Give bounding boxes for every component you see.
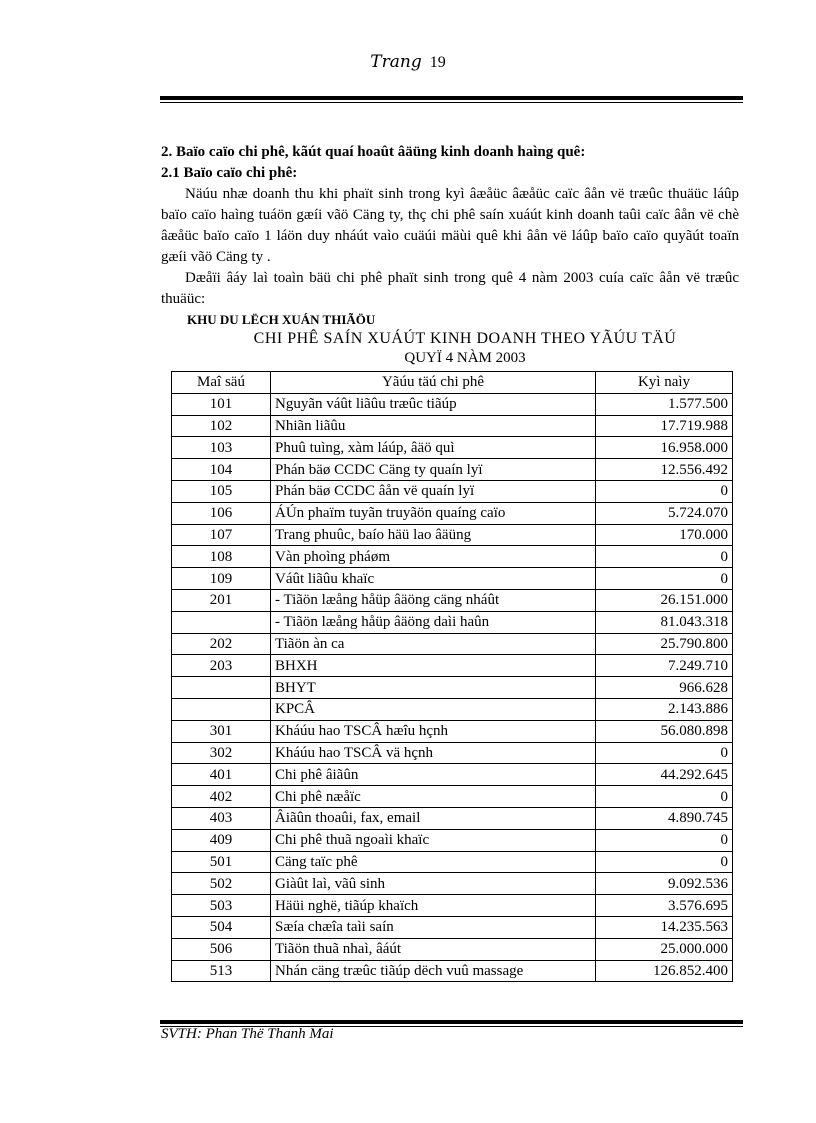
cell-item: Phán bäø CCDC Cäng ty quaín lyï (271, 459, 596, 481)
table-row (172, 960, 733, 982)
cell-code: 104 (172, 459, 271, 481)
cell-amount: 0 (596, 568, 733, 590)
cell-item: BHYT (271, 677, 596, 699)
cell-amount: 966.628 (596, 677, 733, 699)
cell-item: - Tiãön læång håüp âäöng cäng nháût (271, 589, 596, 611)
cell-amount: 0 (596, 546, 733, 568)
header-rule (160, 96, 743, 100)
cell-item: Tiãön àn ca (271, 633, 596, 655)
table-row (172, 742, 733, 764)
table-row (172, 546, 733, 568)
cell-item: Kháúu hao TSCÂ hæîu hçnh (271, 720, 596, 742)
cell-code: 409 (172, 829, 271, 851)
cell-code: 101 (172, 393, 271, 415)
footer-author: SVTH: Phan Thë Thanh Mai (161, 1026, 334, 1042)
cell-code: 502 (172, 873, 271, 895)
table-row (172, 786, 733, 808)
cell-item: KPCÂ (271, 698, 596, 720)
cell-item: ÁÚn phaïm tuyãn truyãön quaíng caïo (271, 502, 596, 524)
cell-amount: 56.080.898 (596, 720, 733, 742)
report-title: CHI PHÊ SAÍN XUÁÚT KINH DOANH THEO YÃÚU TÄÚ (253, 330, 677, 347)
cell-code: 109 (172, 568, 271, 590)
cell-item: Sæía chæîa taìi saín (271, 916, 596, 938)
cell-code: 102 (172, 415, 271, 437)
cell-amount: 5.724.070 (596, 502, 733, 524)
cell-code: 106 (172, 502, 271, 524)
table-row (172, 415, 733, 437)
table-row (172, 611, 733, 633)
cell-amount: 12.556.492 (596, 459, 733, 481)
column-header-amount: Kyì naìy (596, 372, 733, 394)
cell-amount: 0 (596, 851, 733, 873)
cell-code (172, 611, 271, 633)
cell-code: 105 (172, 480, 271, 502)
table-row (172, 459, 733, 481)
table-row (172, 807, 733, 829)
cell-code: 203 (172, 655, 271, 677)
cell-item: Tiãön thuã nhaì, âáút (271, 938, 596, 960)
page-label: Trang (370, 52, 422, 72)
footer-rule (160, 1020, 743, 1024)
cell-amount: 0 (596, 786, 733, 808)
table-row (172, 873, 733, 895)
cell-amount: 25.790.800 (596, 633, 733, 655)
cell-amount: 0 (596, 829, 733, 851)
cell-amount: 4.890.745 (596, 807, 733, 829)
table-row (172, 698, 733, 720)
cell-item: Phuû tuìng, xàm láúp, âäö quì (271, 437, 596, 459)
table-row (172, 568, 733, 590)
cell-amount: 170.000 (596, 524, 733, 546)
table-row (172, 916, 733, 938)
cell-code: 201 (172, 589, 271, 611)
table-row (172, 851, 733, 873)
table-row (172, 677, 733, 699)
cell-item: Häüi nghë, tiãúp khaïch (271, 895, 596, 917)
cell-amount: 7.249.710 (596, 655, 733, 677)
cell-code: 503 (172, 895, 271, 917)
cell-item: - Tiãön læång håüp âäöng daìi haûn (271, 611, 596, 633)
cell-item: Vàn phoìng pháøm (271, 546, 596, 568)
table-row (172, 524, 733, 546)
cell-item: Trang phuûc, baío häü lao âäüng (271, 524, 596, 546)
cell-code: 513 (172, 960, 271, 982)
table-row (172, 895, 733, 917)
cell-item: Kháúu hao TSCÂ vä hçnh (271, 742, 596, 764)
column-header-item: Yãúu täú chi phê (271, 372, 596, 394)
cell-amount: 9.092.536 (596, 873, 733, 895)
paragraph-1: Näúu nhæ doanh thu khi phaït sinh trong kyì âæåüc âæåüc caïc âån vë træûc thuäüc láûp baïo caïo haìng tuáön gæíi vãö Cäng ty, thç chi phê saín xuáút kinh doanh taûi caïc âån vë chè âæåüc baïo caïo 1 láön duy nháút vaìo cuäúi mäùi quê khi âån vë láûp baïo caïo quyãút toaïn gæíi vãö Cäng ty . (161, 186, 739, 265)
cell-amount: 126.852.400 (596, 960, 733, 982)
cell-item: Nhiãn liãûu (271, 415, 596, 437)
column-header-code: Maî säú (172, 372, 271, 394)
cell-item: Âiãûn thoaûi, fax, email (271, 807, 596, 829)
header-rule-thin (160, 102, 743, 103)
section-heading: 2. Baïo caïo chi phê, kãút quaí hoaût âäüng kinh doanh haìng quê: (161, 144, 586, 160)
cell-item: Nguyãn váût liãûu træûc tiãúp (271, 393, 596, 415)
cell-code (172, 677, 271, 699)
cell-amount: 26.151.000 (596, 589, 733, 611)
cell-code: 506 (172, 938, 271, 960)
page-header (0, 52, 816, 72)
cell-code: 107 (172, 524, 271, 546)
cell-amount: 14.235.563 (596, 916, 733, 938)
cell-item: Chi phê âiãûn (271, 764, 596, 786)
cell-code: 108 (172, 546, 271, 568)
cell-code (172, 698, 271, 720)
table-row (172, 655, 733, 677)
cell-code: 504 (172, 916, 271, 938)
table-row (172, 480, 733, 502)
table-row (172, 633, 733, 655)
cell-amount: 17.719.988 (596, 415, 733, 437)
report-period: QUYÏ 4 NÀM 2003 (404, 350, 526, 366)
table-row (172, 437, 733, 459)
table-row (172, 720, 733, 742)
cell-item: BHXH (271, 655, 596, 677)
cell-amount: 1.577.500 (596, 393, 733, 415)
cell-item: Nhán cäng træûc tiãúp dëch vuû massage (271, 960, 596, 982)
table-row (172, 829, 733, 851)
cell-code: 401 (172, 764, 271, 786)
company-name: KHU DU LËCH XUÁN THIÃÖU (187, 312, 376, 327)
cell-code: 202 (172, 633, 271, 655)
cell-code: 301 (172, 720, 271, 742)
cell-item: Chi phê thuã ngoaìi khaïc (271, 829, 596, 851)
cell-code: 402 (172, 786, 271, 808)
cell-item: Váût liãûu khaïc (271, 568, 596, 590)
cell-item: Phán bäø CCDC âån vë quaín lyï (271, 480, 596, 502)
cell-item: Cäng taïc phê (271, 851, 596, 873)
table-row (172, 938, 733, 960)
cell-item: Chi phê næåïc (271, 786, 596, 808)
cell-amount: 2.143.886 (596, 698, 733, 720)
document-body (161, 142, 739, 367)
cell-code: 403 (172, 807, 271, 829)
table-row (172, 393, 733, 415)
cell-amount: 3.576.695 (596, 895, 733, 917)
cell-code: 302 (172, 742, 271, 764)
cell-amount: 16.958.000 (596, 437, 733, 459)
cell-amount: 25.000.000 (596, 938, 733, 960)
cell-amount: 81.043.318 (596, 611, 733, 633)
paragraph-2: Dæåïi âáy laì toaìn bäü chi phê phaït sinh trong quê 4 nàm 2003 cuía caïc âån vë træûc thuäüc: (161, 270, 739, 307)
table-row (172, 764, 733, 786)
page-number: 19 (429, 54, 446, 71)
cell-amount: 44.292.645 (596, 764, 733, 786)
subsection-heading: 2.1 Baïo caïo chi phê: (161, 165, 298, 181)
table-row (172, 502, 733, 524)
table-row (172, 589, 733, 611)
cell-item: Giàût laì, vãû sinh (271, 873, 596, 895)
table-header-row (172, 372, 733, 394)
cell-amount: 0 (596, 742, 733, 764)
cell-code: 501 (172, 851, 271, 873)
cell-code: 103 (172, 437, 271, 459)
cost-table (171, 371, 733, 982)
cell-amount: 0 (596, 480, 733, 502)
